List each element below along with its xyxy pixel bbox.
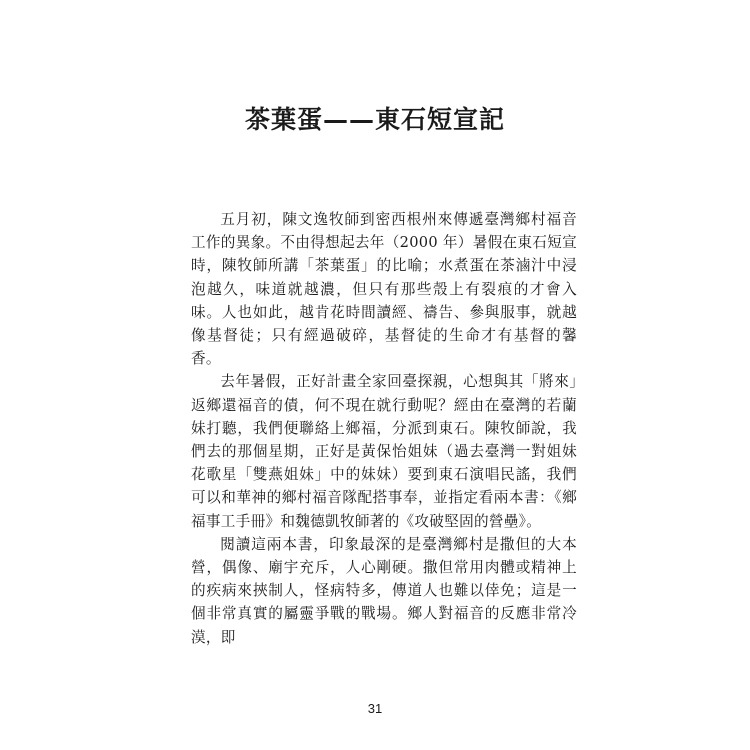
page-number: 31 [367, 701, 383, 716]
paragraph-1: 五月初，陳文逸牧師到密西根州來傳遞臺灣鄉村福音工作的異象。不由得想起去年（2000 年）暑假在東石短宣時，陳牧師所講「茶葉蛋」的比喻；水煮蛋在茶滷汁中浸泡越久，味道就越濃，但只有那些殼上有裂痕的才會入味。人也如此，越肯花時間讀經、禱告、參與服事，就越像基督徒；只有經過破碎，基督徒的生命才有基督的馨香。 [191, 211, 577, 368]
body-text [191, 208, 577, 649]
paragraph-3: 閱讀這兩本書，印象最深的是臺灣鄉村是撒但的大本營，偶像、廟宇充斥，人心剛硬。撒但常用肉體或精神上的疾病來挾制人，怪病特多，傳道人也難以倖免；這是一個非常真實的屬靈爭戰的戰場。鄉人對福音的反應非常冷漠，即 [191, 535, 577, 646]
chapter-title: 茶葉蛋——東石短宣記 [244, 105, 505, 134]
paragraph-2: 去年暑假，正好計畫全家回臺探親，心想與其「將來」返鄉還福音的債，何不現在就行動呢？經由在臺灣的若蘭妹打聽，我們便聯絡上鄉福，分派到東石。陳牧師說，我們去的那個星期，正好是黃保怡姐妹（過去臺灣一對姐妹花歌星「雙燕姐妹」中的妹妹）要到東石演唱民謠，我們可以和華神的鄉村福音隊配搭事奉，並指定看兩本書：《鄉福事工手冊》和魏德凱牧師著的《攻破堅固的營壘》。 [191, 373, 577, 530]
